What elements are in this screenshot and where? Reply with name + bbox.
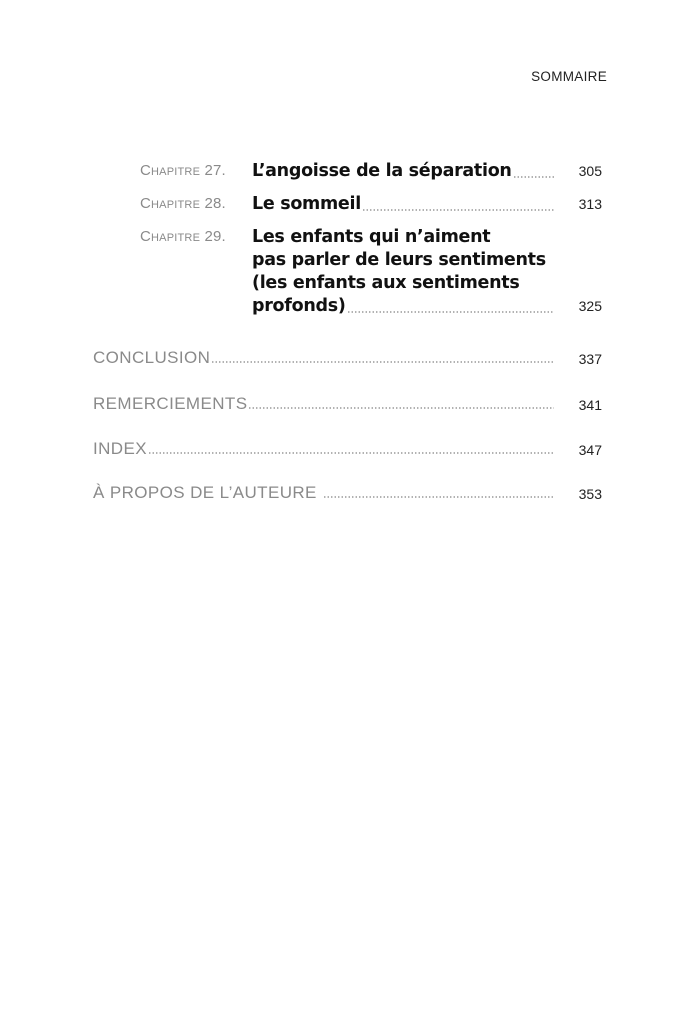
chapter-title [252,226,554,318]
chapter-label: Chapitre 29. [140,228,226,245]
chapter-label: Chapitre 27. [140,162,226,179]
section-title: INDEX [93,439,147,458]
chapter-title [252,193,554,216]
section-title: REMERCIEMENTS [93,394,248,413]
page-number: 325 [578,298,602,314]
section-title: À PROPOS DE L’AUTEURE [93,483,317,502]
chapter-title-line: Le sommeil [252,194,361,214]
chapter-title-line: Les enfants qui n’aiment [252,227,491,247]
page-number: 353 [578,486,602,502]
chapter-title [252,160,554,183]
chapter-title-line: L’angoisse de la séparation [252,161,512,181]
leader-dots [148,452,554,454]
page-number: 337 [578,351,602,367]
running-header: SOMMAIRE [531,69,607,84]
leader-dots [211,361,554,363]
page-number: 313 [578,196,602,212]
section-title: CONCLUSION [93,348,211,367]
chapter-title-line: profonds) [252,296,346,316]
leader-dots [362,209,554,211]
page-number: 305 [578,163,602,179]
chapter-title-line: pas parler de leurs sentiments [252,250,546,270]
page-number: 347 [578,442,602,458]
leader-dots [248,407,554,409]
leader-dots [323,496,554,498]
chapter-title-line: (les enfants aux sentiments [252,273,520,293]
leader-dots [513,176,554,178]
page-number: 341 [578,397,602,413]
chapter-label: Chapitre 28. [140,195,226,212]
leader-dots [347,311,554,313]
